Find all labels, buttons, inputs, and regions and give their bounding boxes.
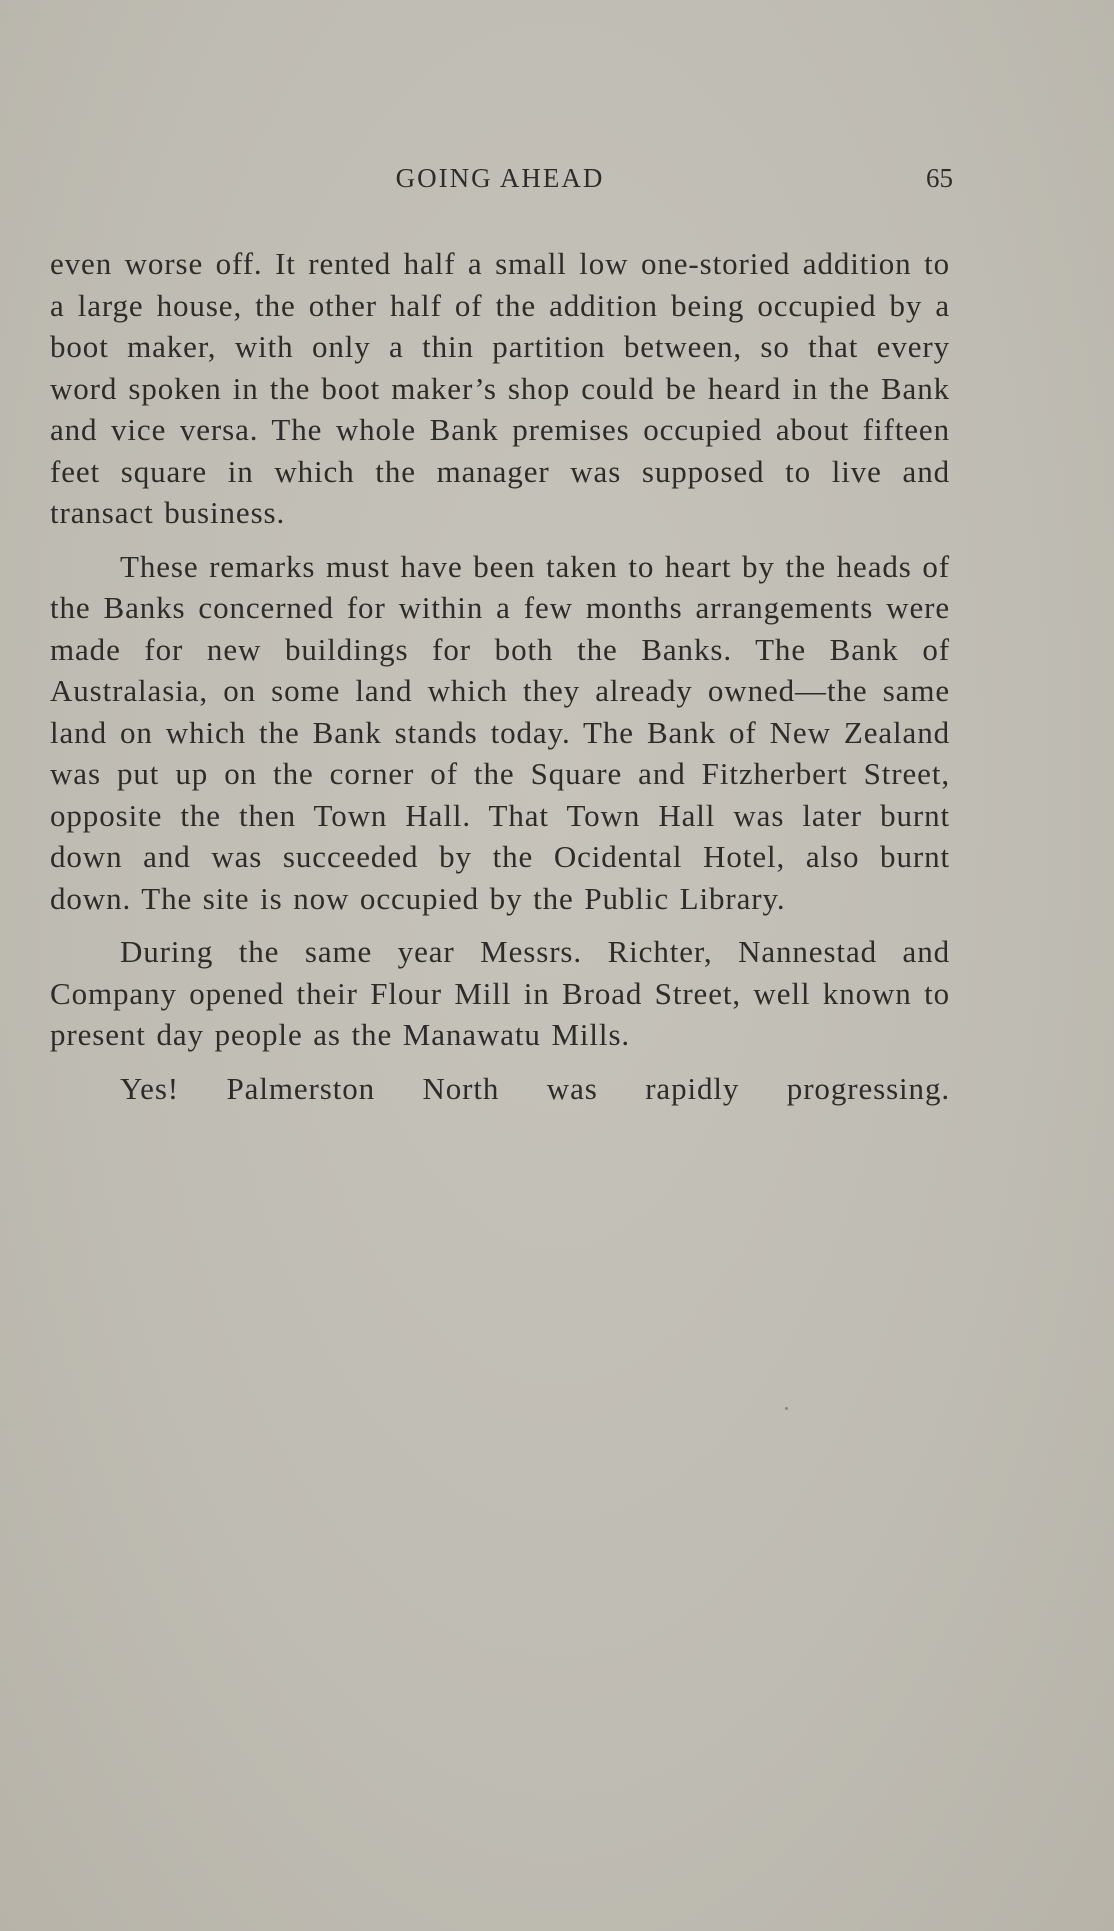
running-head: [50, 160, 953, 196]
chapter-title: GOING AHEAD: [395, 163, 605, 193]
body-text: [50, 243, 950, 1121]
paragraph-2: These remarks must have been taken to heart by the heads of the Banks concerned for within a few months arrangements were made for new buildings for both the Banks. The Bank of Australasia, on some land which they already owned—the same land on which the Bank stands today. The Bank of New Zealand was put up on the corner of the Square and Fitzherbert Street, opposite the then Town Hall. That Town Hall was later burnt down and was succeeded by the Ocidental Hotel, also burnt down. The site is now occupied by the Public Library.: [50, 548, 951, 916]
paper-speck: [785, 1407, 788, 1410]
page-number: 65: [926, 163, 953, 193]
paragraph-3: During the same year Messrs. Richter, Nannestad and Company opened their Flour Mill in Broad Street, well known to present day people as the Manawatu Mills.: [50, 934, 950, 1052]
paragraph-4: Yes! Palmerston North was rapidly progressing.: [120, 1070, 950, 1106]
paragraph-1: even worse off. It rented half a small low one-storied addition to a large house, the other half of the addition being occupied by a boot maker, with only a thin partition between, so that every word spoken in the boot maker’s shop could be heard in the Bank and vice versa. The whole Bank premises occupied about fifteen feet square in which the manager was supposed to live and transact business.: [50, 246, 950, 530]
